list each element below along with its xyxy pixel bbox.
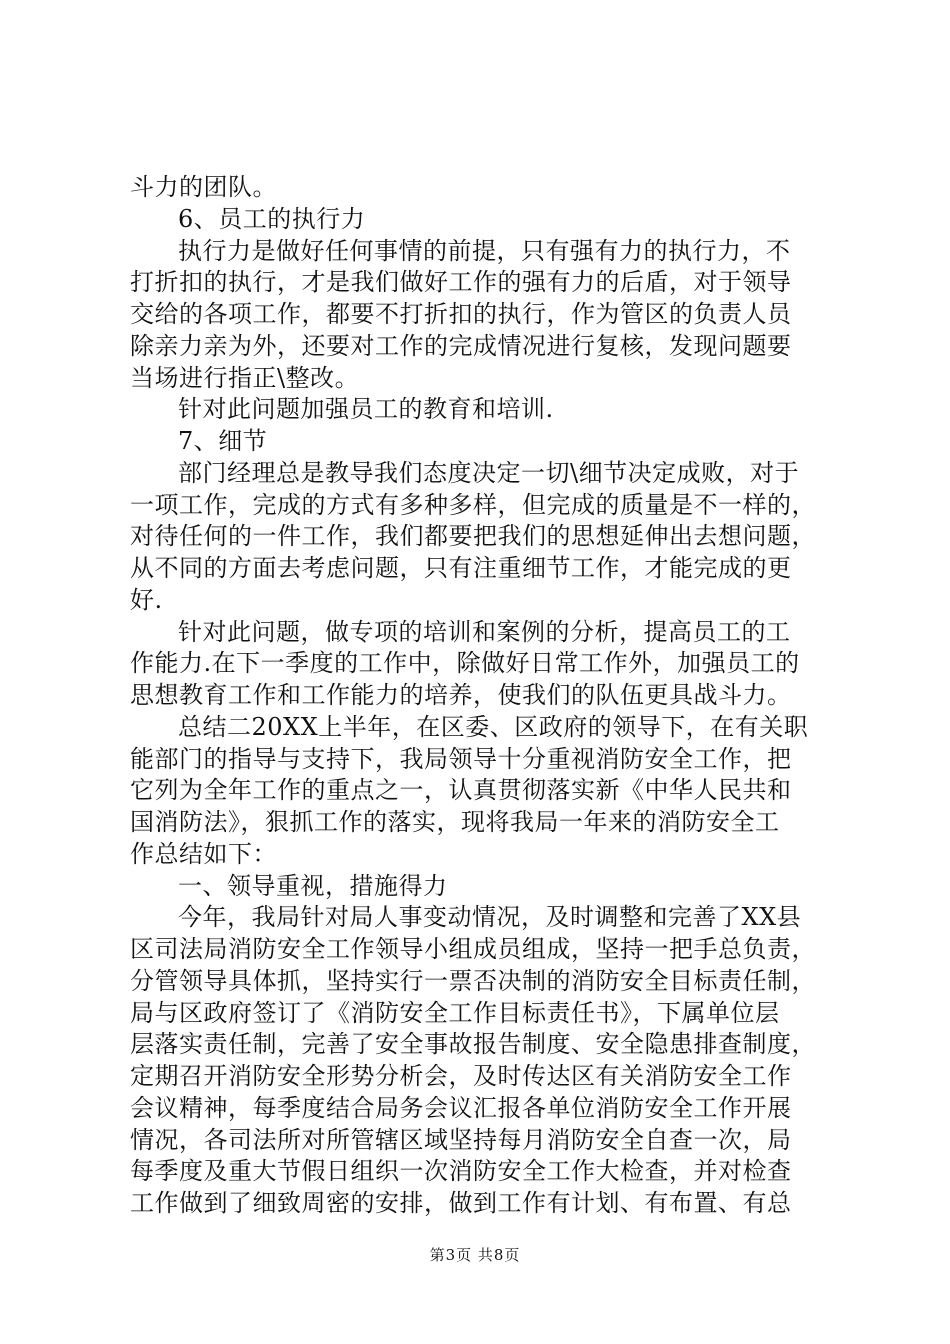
text-line: 作总结如下： xyxy=(130,839,277,868)
text-line: 定期召开消防安全形势分析会，及时传达区有关消防安全工作 xyxy=(130,1062,792,1090)
text-line: 对待任何的一件工作，我们都要把我们的思想延伸出去想问题， xyxy=(130,522,816,551)
text-line: 交给的各项工作，都要不打折扣的执行，作为管区的负责人员 xyxy=(130,300,792,328)
text-line: 打折扣的执行，才是我们做好工作的强有力的后盾，对于领导 xyxy=(130,268,792,297)
text-line: 思想教育工作和工作能力的培养，使我们的队伍更具战斗力。 xyxy=(130,681,792,709)
text-line: 从不同的方面去考虑问题，只有注重细节工作，才能完成的更 xyxy=(130,554,792,582)
text-line: 层落实责任制，完善了安全事故报告制度、安全隐患排查制度， xyxy=(130,1030,816,1059)
paragraph-start: 总结二20XX上半年，在区委、区政府的领导下，在有关职 xyxy=(178,712,809,741)
text-line: 会议精神，每季度结合局务会议汇报各单位消防安全工作开展 xyxy=(130,1093,792,1122)
paragraph-start: 针对此问题加强员工的教育和培训. xyxy=(178,395,554,424)
text-line: 工作做到了细致周密的安排，做到工作有计划、有布置、有总 xyxy=(130,1189,792,1217)
text-line: 每季度及重大节假日组织一次消防安全工作大检查，并对检查 xyxy=(130,1157,792,1186)
text-line: 国消防法》，狠抓工作的落实，现将我局一年来的消防安全工 xyxy=(130,808,780,836)
text-line: 区司法局消防安全工作领导小组成员组成，坚持一把手总负责， xyxy=(130,935,816,963)
text-line: 它列为全年工作的重点之一，认真贯彻落实新《中华人民共和 xyxy=(130,776,792,805)
text-line: 分管领导具体抓，坚持实行一票否决制的消防安全目标责任制， xyxy=(130,966,816,995)
page-number-footer: 第3页 共8页 xyxy=(429,1246,521,1264)
text-line: 能部门的指导与支持下，我局领导十分重视消防安全工作，把 xyxy=(130,744,792,773)
section-heading: 6、员工的执行力 xyxy=(178,204,366,233)
text-line: 局与区政府签订了《消防安全工作目标责任书》，下属单位层 xyxy=(130,998,780,1027)
text-line: 当场进行指正\整改。 xyxy=(130,363,360,392)
section-heading: 7、细节 xyxy=(178,427,268,455)
section-heading: 一、领导重视，措施得力 xyxy=(178,871,448,900)
text-line: 好. xyxy=(130,585,163,614)
text-line: 作能力.在下一季度的工作中，除做好日常工作外，加强员工的 xyxy=(130,649,800,678)
text-line: 一项工作，完成的方式有多种多样，但完成的质量是不一样的， xyxy=(130,490,816,519)
text-line: 情况，各司法所对所管辖区域坚持每月消防安全自查一次，局 xyxy=(130,1125,792,1154)
paragraph-start: 今年，我局针对局人事变动情况，及时调整和完善了XX县 xyxy=(178,903,802,932)
paragraph-start: 针对此问题，做专项的培训和案例的分析，提高员工的工 xyxy=(178,617,791,646)
text-line: 除亲力亲为外，还要对工作的完成情况进行复核，发现问题要 xyxy=(130,331,792,360)
paragraph-start: 部门经理总是教导我们态度决定一切\细节决定成败，对于 xyxy=(178,458,800,487)
text-line: 斗力的团队。 xyxy=(130,173,277,201)
paragraph-start: 执行力是做好任何事情的前提，只有强有力的执行力，不 xyxy=(178,236,791,265)
